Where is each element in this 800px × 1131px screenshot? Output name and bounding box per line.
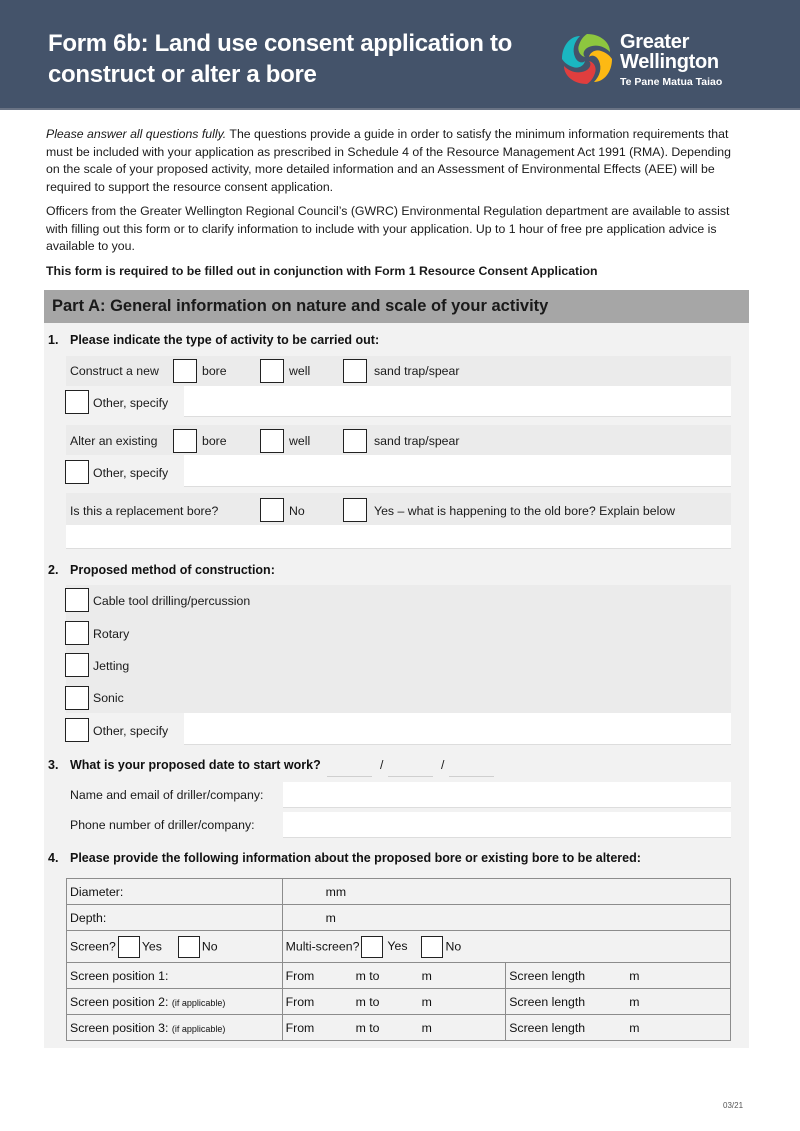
- method-other-input[interactable]: [184, 713, 731, 745]
- driller-name-label: Name and email of driller/company:: [70, 788, 264, 802]
- screen-position-1-range[interactable]: [282, 963, 506, 989]
- m-unit: m: [421, 968, 432, 983]
- multiscreen-cell: [282, 931, 730, 963]
- diameter-unit: mm: [325, 884, 347, 899]
- m-to-label: m to: [355, 1020, 380, 1035]
- method-jetting-label: Jetting: [93, 659, 130, 673]
- construct-other-input[interactable]: [184, 386, 731, 417]
- screen-no-checkbox[interactable]: [178, 936, 200, 958]
- screen-length-label: Screen length: [509, 1020, 586, 1035]
- method-cable-tool-label: Cable tool drilling/percussion: [93, 594, 251, 608]
- q2-question: Proposed method of construction:: [70, 563, 275, 577]
- construct-sandtrap-label: sand trap/spear: [374, 364, 460, 378]
- diameter-row: [67, 879, 731, 905]
- q4-number: 4.: [48, 851, 59, 865]
- depth-row: [67, 905, 731, 931]
- logo-text-maori-name: Te Pane Matua Taiao: [620, 76, 723, 88]
- screen-yes-checkbox[interactable]: [118, 936, 140, 958]
- m-to-label: m to: [355, 968, 380, 983]
- start-date-day-input[interactable]: [327, 757, 372, 777]
- from-label: From: [285, 968, 315, 983]
- q1-number: 1.: [48, 333, 59, 347]
- depth-unit: m: [325, 910, 336, 925]
- alter-bore-label: bore: [202, 434, 227, 448]
- construct-bore-label: bore: [202, 364, 227, 378]
- multiscreen-yes-label: Yes: [387, 938, 408, 953]
- screen-position-3-range[interactable]: [282, 1015, 506, 1041]
- form-title-line2: construct or alter a bore: [48, 61, 317, 88]
- construct-new-label: Construct a new: [70, 364, 159, 378]
- koru-swirl-logo-icon: [558, 30, 616, 88]
- part-a-title: Part A: General information on nature and scale of your activity: [52, 297, 549, 315]
- bore-details-table: [66, 878, 731, 1041]
- alter-sandtrap-label: sand trap/spear: [374, 434, 460, 448]
- screen-row: [67, 931, 731, 963]
- alter-existing-label: Alter an existing: [70, 434, 158, 448]
- part-a-header: [44, 290, 749, 323]
- start-date-year-input[interactable]: [449, 757, 494, 777]
- diameter-input[interactable]: [282, 879, 730, 905]
- if-applicable-note: (if applicable): [171, 1023, 226, 1034]
- method-other-label: Other, specify: [93, 724, 169, 738]
- screen-length-label: Screen length: [509, 994, 586, 1009]
- greater-wellington-logo: [558, 30, 758, 94]
- q3-question: What is your proposed date to start work?: [70, 758, 321, 772]
- method-sonic-checkbox[interactable]: [65, 686, 89, 710]
- alter-other-label: Other, specify: [93, 466, 169, 480]
- screen-position-3-row: [67, 1015, 731, 1041]
- driller-phone-label: Phone number of driller/company:: [70, 818, 255, 832]
- multiscreen-label: Multi-screen?: [285, 938, 360, 953]
- replacement-no-checkbox[interactable]: [260, 498, 284, 522]
- intro-paragraph-1: [46, 126, 746, 196]
- method-other-checkbox[interactable]: [65, 718, 89, 742]
- diameter-label: Diameter:: [67, 879, 283, 905]
- construct-sandtrap-checkbox[interactable]: [343, 359, 367, 383]
- construct-other-label: Other, specify: [93, 396, 169, 410]
- screen-position-2-label: [67, 989, 283, 1015]
- screen-position-1-length[interactable]: [506, 963, 731, 989]
- screen-position-3-label: [67, 1015, 283, 1041]
- intro-paragraph-2: Officers from the Greater Wellington Regional Council’s (GWRC) Environmental Regulation department are available to assist with filling out this form or to clarify information to include with your application. Up to 1 hour of free pre application advice is available to you.: [46, 204, 730, 253]
- screen-cell: [67, 931, 283, 963]
- alter-sandtrap-checkbox[interactable]: [343, 429, 367, 453]
- screen-yes-label: Yes: [141, 938, 162, 953]
- method-jetting-checkbox[interactable]: [65, 653, 89, 677]
- logo-text-wellington: Wellington: [620, 51, 719, 73]
- replacement-explain-input[interactable]: [66, 525, 731, 549]
- m-unit: m: [629, 994, 640, 1009]
- depth-label: Depth:: [67, 905, 283, 931]
- construct-other-checkbox[interactable]: [65, 390, 89, 414]
- construct-well-checkbox[interactable]: [260, 359, 284, 383]
- screen-position-2-text: Screen position 2:: [70, 994, 169, 1009]
- multiscreen-no-checkbox[interactable]: [421, 936, 443, 958]
- driller-phone-input[interactable]: [283, 812, 731, 838]
- screen-position-3-length[interactable]: [506, 1015, 731, 1041]
- method-rotary-checkbox[interactable]: [65, 621, 89, 645]
- q1-question: Please indicate the type of activity to be carried out:: [70, 333, 380, 347]
- method-sonic-label: Sonic: [93, 691, 124, 705]
- depth-input[interactable]: [282, 905, 730, 931]
- screen-label: Screen?: [70, 938, 116, 953]
- driller-name-input[interactable]: [283, 782, 731, 808]
- screen-length-label: Screen length: [509, 968, 586, 983]
- page-header: [0, 0, 800, 110]
- screen-position-1-row: [67, 963, 731, 989]
- method-cable-tool-checkbox[interactable]: [65, 588, 89, 612]
- from-label: From: [285, 1020, 315, 1035]
- date-separator-1: /: [380, 758, 384, 772]
- intro-para1-text: The questions provide a guide in order to satisfy the minimum information requirements that must be included with your application as prescribed in Schedule 4 of the Resource Management Act 1991 (RMA). Depending on the scale of your proposed activity, more detailed information and an Assessment of Environmental Effects (AEE) will be required to support the resource consent application.: [46, 127, 731, 194]
- date-separator-2: /: [441, 758, 445, 772]
- replacement-question-label: Is this a replacement bore?: [70, 504, 219, 518]
- m-unit: m: [421, 1020, 432, 1035]
- replacement-no-label: No: [289, 504, 305, 518]
- construct-bore-checkbox[interactable]: [173, 359, 197, 383]
- screen-no-label: No: [201, 938, 218, 953]
- method-rotary-label: Rotary: [93, 627, 130, 641]
- form-title-line1: Form 6b: Land use consent application to: [48, 30, 513, 57]
- alter-other-checkbox[interactable]: [65, 460, 89, 484]
- m-unit: m: [629, 1020, 640, 1035]
- screen-position-1-label: [67, 963, 283, 989]
- m-unit: m: [421, 994, 432, 1009]
- alter-well-label: well: [289, 434, 311, 448]
- screen-position-3-text: Screen position 3:: [70, 1020, 169, 1035]
- start-date-month-input[interactable]: [388, 757, 433, 777]
- form-title: [48, 28, 568, 90]
- construct-well-label: well: [289, 364, 311, 378]
- intro-requirement-note: This form is required to be filled out in conjunction with Form 1 Resource Consent Application: [46, 264, 598, 278]
- screen-position-2-length[interactable]: [506, 989, 731, 1015]
- multiscreen-yes-checkbox[interactable]: [361, 936, 383, 958]
- screen-position-1-text: Screen position 1:: [70, 968, 169, 983]
- replacement-yes-label: Yes – what is happening to the old bore? Explain below: [374, 504, 676, 518]
- intro-italic-lead: Please answer all questions fully.: [46, 127, 227, 141]
- replacement-yes-checkbox[interactable]: [343, 498, 367, 522]
- logo-text-greater: Greater: [620, 31, 690, 53]
- alter-other-input[interactable]: [184, 455, 731, 487]
- screen-position-2-range[interactable]: [282, 989, 506, 1015]
- m-unit: m: [629, 968, 640, 983]
- m-to-label: m to: [355, 994, 380, 1009]
- screen-position-2-row: [67, 989, 731, 1015]
- form-version-code: 03/21: [723, 1101, 744, 1110]
- q3-number: 3.: [48, 758, 59, 772]
- from-label: From: [285, 994, 315, 1009]
- alter-bore-checkbox[interactable]: [173, 429, 197, 453]
- q4-question: Please provide the following information about the proposed bore or existing bore to be altered:: [70, 851, 641, 865]
- alter-well-checkbox[interactable]: [260, 429, 284, 453]
- if-applicable-note: (if applicable): [171, 997, 226, 1008]
- multiscreen-no-label: No: [445, 938, 462, 953]
- q2-number: 2.: [48, 563, 59, 577]
